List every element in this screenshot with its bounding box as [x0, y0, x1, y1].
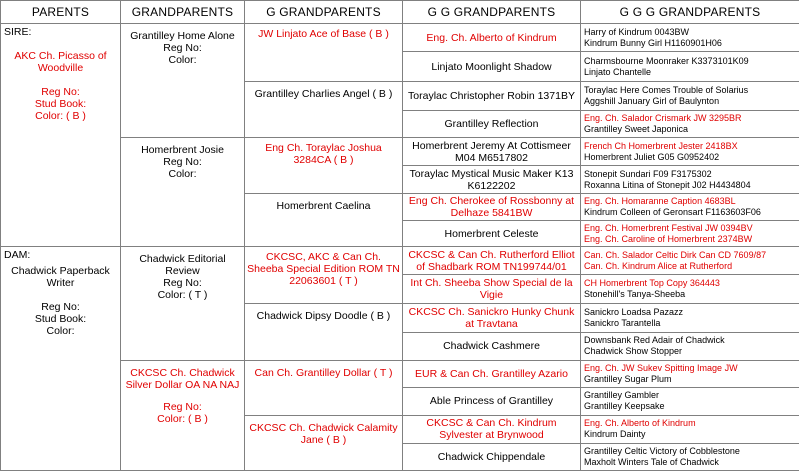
gg-grandparent-15: CKCSC & Can Ch. Kindrum Sylvester at Brynwood: [403, 415, 581, 443]
g-grandparent-2: Grantilley Charlies Angel ( B ): [245, 82, 403, 138]
header-grandparents: GRANDPARENTS: [121, 1, 245, 24]
gg-grandparent-13: EUR & Can Ch. Grantilley Azario: [403, 360, 581, 387]
gp1-color: Color:: [168, 54, 197, 67]
gg-grandparent-14: Able Princess of Grantilley: [403, 387, 581, 415]
ggg-grandparent-3: Charmsbourne Moonraker K3373101K09: [584, 55, 749, 66]
gg-grandparent-10: Int Ch. Sheeba Show Special de la Vigie: [403, 275, 581, 303]
g-grandparent-7: Can Ch. Grantilley Dollar ( T ): [245, 360, 403, 415]
g-grandparent-1: JW Linjato Ace of Base ( B ): [245, 24, 403, 82]
ggg-grandparent-19: CH Homerbrent Top Copy 364443: [584, 278, 720, 288]
gg-grandparent-5: Homerbrent Jeremy At Cottismeer M04 M6517802: [403, 138, 581, 166]
grandparent-1: [121, 24, 245, 138]
ggg-grandparent-20: Stonehill's Tanya-Sheeba: [584, 289, 686, 299]
g-grandparent-6: Chadwick Dipsy Doodle ( B ): [245, 303, 403, 360]
header-gg-grandparents: G G GRANDPARENTS: [403, 1, 581, 24]
ggg-grandparent-18: Can. Ch. Kindrum Alice at Rutherford: [584, 260, 733, 271]
ggg-grandparent-25: Eng. Ch. JW Sukev Spitting Image JW: [584, 362, 738, 373]
sire-color: Color: ( B ): [35, 110, 86, 123]
ggg-grandparent-10: Homerbrent Juliet G05 G0952402: [584, 151, 720, 162]
g-grandparent-4: Homerbrent Caelina: [245, 194, 403, 247]
ggg-cell-14: [581, 387, 799, 415]
gp1-name: Grantilley Home Alone: [130, 30, 235, 43]
ggg-cell-13: [581, 360, 799, 387]
gg-grandparent-8: Homerbrent Celeste: [403, 221, 581, 247]
ggg-grandparent-14: Kindrum Colleen of Geronsart F1163603F06: [584, 207, 761, 218]
gg-grandparent-2: Linjato Moonlight Shadow: [403, 52, 581, 82]
gp3-reg: Reg No:: [163, 277, 202, 290]
ggg-grandparent-26: Grantilley Sugar Plum: [584, 373, 672, 384]
ggg-cell-4: [581, 111, 799, 138]
ggg-cell-9: [581, 247, 799, 275]
ggg-grandparent-11: Stonepit Sundari F09 F3175302: [584, 168, 712, 179]
ggg-grandparent-32: Maxholt Winters Tale of Chadwick: [584, 456, 719, 467]
dam-stud: Stud Book:: [34, 313, 87, 326]
ggg-grandparent-21: Sanickro Loadsa Pazazz: [584, 306, 684, 317]
ggg-grandparent-22: Sanickro Tarantella: [584, 317, 661, 328]
gg-grandparent-7: Eng Ch. Cherokee of Rossbonny at Delhaze 5841BW: [403, 194, 581, 221]
gg-grandparent-16: Chadwick Chippendale: [403, 443, 581, 470]
ggg-grandparent-31: Grantilley Celtic Victory of Cobblestone: [584, 445, 740, 456]
dam-label: DAM:: [4, 249, 31, 262]
gp3-color: Color: ( T ): [157, 289, 208, 302]
ggg-grandparent-6: Aggshill January Girl of Baulynton: [584, 96, 720, 107]
gg-grandparent-1: Eng. Ch. Alberto of Kindrum: [403, 24, 581, 52]
ggg-grandparent-9: French Ch Homerbrent Jester 2418BX: [584, 140, 738, 151]
ggg-grandparent-23: Downsbank Red Adair of Chadwick: [584, 335, 725, 346]
ggg-grandparent-1: Harry of Kindrum 0043BW: [584, 26, 690, 37]
ggg-cell-3: [581, 82, 799, 111]
gp4-reg: Reg No:: [163, 400, 202, 413]
ggg-cell-6: [581, 166, 799, 194]
ggg-grandparent-4: Linjato Chantelle: [584, 66, 652, 77]
gp2-name: Homerbrent Josie: [141, 144, 224, 157]
grandparent-3: [121, 247, 245, 360]
sire-cell: [1, 24, 121, 247]
ggg-grandparent-7: Eng. Ch. Salador Crismark JW 3295BR: [584, 113, 742, 124]
gg-grandparent-12: Chadwick Cashmere: [403, 332, 581, 360]
gp4-color: Color: ( B ): [157, 412, 208, 425]
ggg-grandparent-8: Grantilley Sweet Japonica: [584, 124, 689, 135]
gg-grandparent-6: Toraylac Mystical Music Maker K13 K6122202: [403, 166, 581, 194]
ggg-grandparent-12: Roxanna Litina of Stonepit J02 H4434804: [584, 179, 751, 190]
ggg-grandparent-17: Can. Ch. Salador Celtic Dirk Can CD 7609/87: [584, 249, 767, 260]
gp1-reg: Reg No:: [163, 42, 202, 55]
ggg-cell-7: [581, 194, 799, 221]
ggg-grandparent-13: Eng. Ch. Homaranne Caption 4683BL: [584, 196, 736, 207]
header-ggg-grandparents: G G G GRANDPARENTS: [581, 1, 799, 24]
sire-name: AKC Ch. Picasso of Woodville: [14, 50, 107, 75]
ggg-grandparent-27: Grantilley Gambler: [584, 390, 660, 401]
ggg-grandparent-16: Eng. Ch. Caroline of Homerbrent 2374BW: [584, 233, 753, 244]
gg-grandparent-4: Grantilley Reflection: [403, 111, 581, 138]
gg-grandparent-3: Toraylac Christopher Robin 1371BY: [403, 82, 581, 111]
ggg-cell-1: [581, 24, 799, 52]
ggg-cell-8: [581, 221, 799, 247]
ggg-cell-11: [581, 303, 799, 332]
header-g-grandparents: G GRANDPARENTS: [245, 1, 403, 24]
grandparent-2: [121, 138, 245, 247]
sire-label: SIRE:: [4, 26, 32, 39]
dam-cell: [1, 247, 121, 471]
ggg-cell-10: [581, 275, 799, 303]
grandparent-4: [121, 360, 245, 470]
ggg-cell-12: [581, 332, 799, 360]
ggg-grandparent-24: Chadwick Show Stopper: [584, 346, 683, 357]
ggg-cell-5: [581, 138, 799, 166]
ggg-grandparent-28: Grantilley Keepsake: [584, 401, 665, 412]
g-grandparent-5: CKCSC, AKC & Can Ch. Sheeba Special Edition ROM TN 22063601 ( T ): [245, 247, 403, 303]
gp3-name: Chadwick Editorial Review: [139, 253, 226, 278]
ggg-cell-2: [581, 52, 799, 82]
gp2-color: Color:: [168, 168, 197, 181]
ggg-grandparent-15: Eng. Ch. Homerbrent Festival JW 0394BV: [584, 222, 753, 233]
gg-grandparent-9: CKCSC & Can Ch. Rutherford Elliot of Shadbark ROM TN199744/01: [403, 247, 581, 275]
ggg-grandparent-29: Eng. Ch. Alberto of Kindrum: [584, 418, 696, 429]
dam-reg: Reg No:: [41, 301, 80, 314]
dam-name: Chadwick Paperback Writer: [11, 265, 110, 290]
header-parents: PARENTS: [1, 1, 121, 24]
g-grandparent-8: CKCSC Ch. Chadwick Calamity Jane ( B ): [245, 415, 403, 470]
ggg-grandparent-2: Kindrum Bunny Girl H1160901H06: [584, 37, 722, 48]
gp4-name: CKCSC Ch. Chadwick Silver Dollar OA NA NAJ: [125, 366, 240, 391]
header-row: [1, 1, 799, 24]
ggg-grandparent-5: Toraylac Here Comes Trouble of Solarius: [584, 85, 749, 96]
gg-grandparent-11: CKCSC Ch. Sanickro Hunky Chunk at Travtana: [403, 303, 581, 332]
dam-color: Color:: [46, 325, 75, 338]
sire-stud: Stud Book:: [34, 98, 87, 111]
g-grandparent-3: Eng Ch. Toraylac Joshua 3284CA ( B ): [245, 138, 403, 194]
sire-reg: Reg No:: [41, 86, 80, 99]
ggg-cell-15: [581, 415, 799, 443]
ggg-cell-16: [581, 443, 799, 470]
gp2-reg: Reg No:: [163, 156, 202, 169]
ggg-grandparent-30: Kindrum Dainty: [584, 429, 646, 440]
